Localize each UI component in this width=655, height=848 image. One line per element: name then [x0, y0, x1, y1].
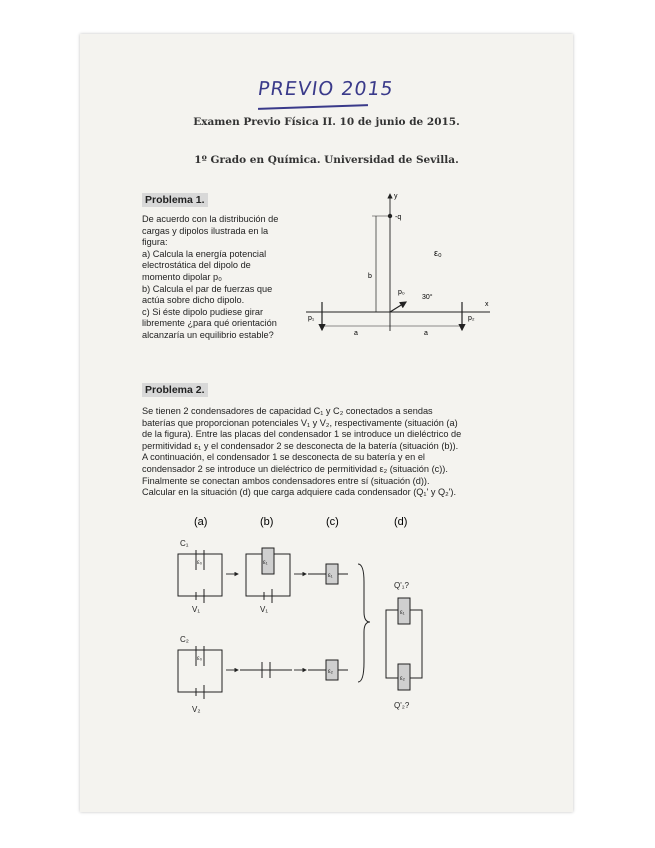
brace — [358, 564, 370, 682]
problem1-line: De acuerdo con la distribución de — [142, 214, 279, 224]
problem1-text — [142, 214, 294, 342]
x-axis-label: x — [485, 301, 489, 308]
c2-label: C₂ — [180, 635, 189, 644]
problem1-line: figura: — [142, 237, 168, 248]
eps2-c-label: ε₂ — [328, 669, 334, 675]
eps1-c-label: ε₁ — [328, 573, 333, 579]
problem2-line: baterías que proporcionan potenciales V₁ y V₂, respectivamente (situación (a) — [142, 417, 458, 428]
situation-c-label: (c) — [326, 516, 339, 528]
problem2-line: Finalmente se conectan ambos condensadores entre sí (situación (d)). — [142, 475, 430, 486]
p2-label: p₂ — [468, 315, 475, 322]
situation-a-label: (a) — [194, 516, 208, 528]
problem1-line: momento dipolar p₀ — [142, 271, 222, 282]
a-left-label: a — [354, 330, 358, 336]
v1-b-label: V₁ — [260, 605, 269, 614]
problem2-line: de la figura). Entre las placas del condensador 1 se introduce un dieléctrico de — [142, 429, 462, 440]
problem2-line: A continuación, el condensador 1 se desconecta de su batería y en el — [142, 452, 425, 463]
degree-title: 1º Grado en Química. Universidad de Sevilla. — [194, 154, 459, 166]
p0-vector — [390, 302, 406, 312]
v1-a-label: V₁ — [192, 605, 201, 614]
problem1-line: libremente ¿para qué orientación — [142, 318, 277, 329]
dipole-figure — [302, 186, 497, 336]
b-label: b — [368, 273, 372, 280]
angle-label: 30° — [422, 294, 433, 301]
situation-d-label: (d) — [394, 516, 408, 528]
c1-label: C₁ — [180, 539, 189, 548]
problem2-line: permitividad ε₁ y el condensador 2 se desconecta de la batería (situación (b)). — [142, 440, 459, 451]
eps2-d-label: ε₂ — [400, 676, 406, 682]
handwritten-underline — [258, 104, 368, 110]
eps1-b-label: ε₁ — [263, 560, 268, 566]
epsilon0-label: ε₀ — [434, 248, 442, 258]
problem1-line: cargas y dipolos ilustrada en la — [142, 225, 269, 236]
eps1-d-label: ε₁ — [400, 610, 405, 616]
p0-label: p₀ — [398, 289, 405, 296]
eps0-a2-label: ε₀ — [197, 656, 203, 662]
problem1-line: actúa sobre dicho dipolo. — [142, 295, 245, 306]
problem1-line: alcanzaría un equilibrio estable? — [142, 329, 274, 340]
v2-label: V₂ — [192, 705, 201, 714]
p1-label: p₁ — [308, 315, 315, 322]
problem1-line: electrostática del dipolo de — [142, 260, 251, 271]
problem2-title: Problema 2. — [142, 383, 208, 397]
y-axis-label: y — [394, 193, 398, 200]
exam-title: Examen Previo Física II. 10 de junio de 2015. — [193, 116, 460, 128]
exam-sheet — [80, 34, 573, 812]
problem2-line: condensador 2 se introduce un dieléctrico de permitividad ε₂ (situación (c)). — [142, 463, 448, 474]
handwritten-title: PREVIO 2015 — [256, 78, 396, 100]
problem1-line: a) Calcula la energía potencial — [142, 248, 267, 259]
problem2-line: Calcular en la situación (d) que carga adquiere cada condensador (Q₁' y Q₂'). — [142, 487, 457, 498]
eps0-a1-label: ε₀ — [197, 560, 203, 566]
situation-b-label: (b) — [260, 516, 274, 528]
charge-label: -q — [395, 214, 402, 221]
problem2-text — [142, 406, 502, 499]
problem1-line: c) Si éste dipolo pudiese girar — [142, 306, 264, 317]
problem1-line: b) Calcula el par de fuerzas que — [142, 283, 273, 294]
q1-prime-label: Q'₁? — [394, 581, 409, 590]
a-right-label: a — [424, 330, 428, 336]
capacitor-figure — [168, 512, 448, 722]
q2-prime-label: Q'₂? — [394, 701, 410, 710]
problem1-title: Problema 1. — [142, 193, 208, 207]
problem2-line: Se tienen 2 condensadores de capacidad C₁ y C₂ conectados a sendas — [142, 406, 433, 416]
